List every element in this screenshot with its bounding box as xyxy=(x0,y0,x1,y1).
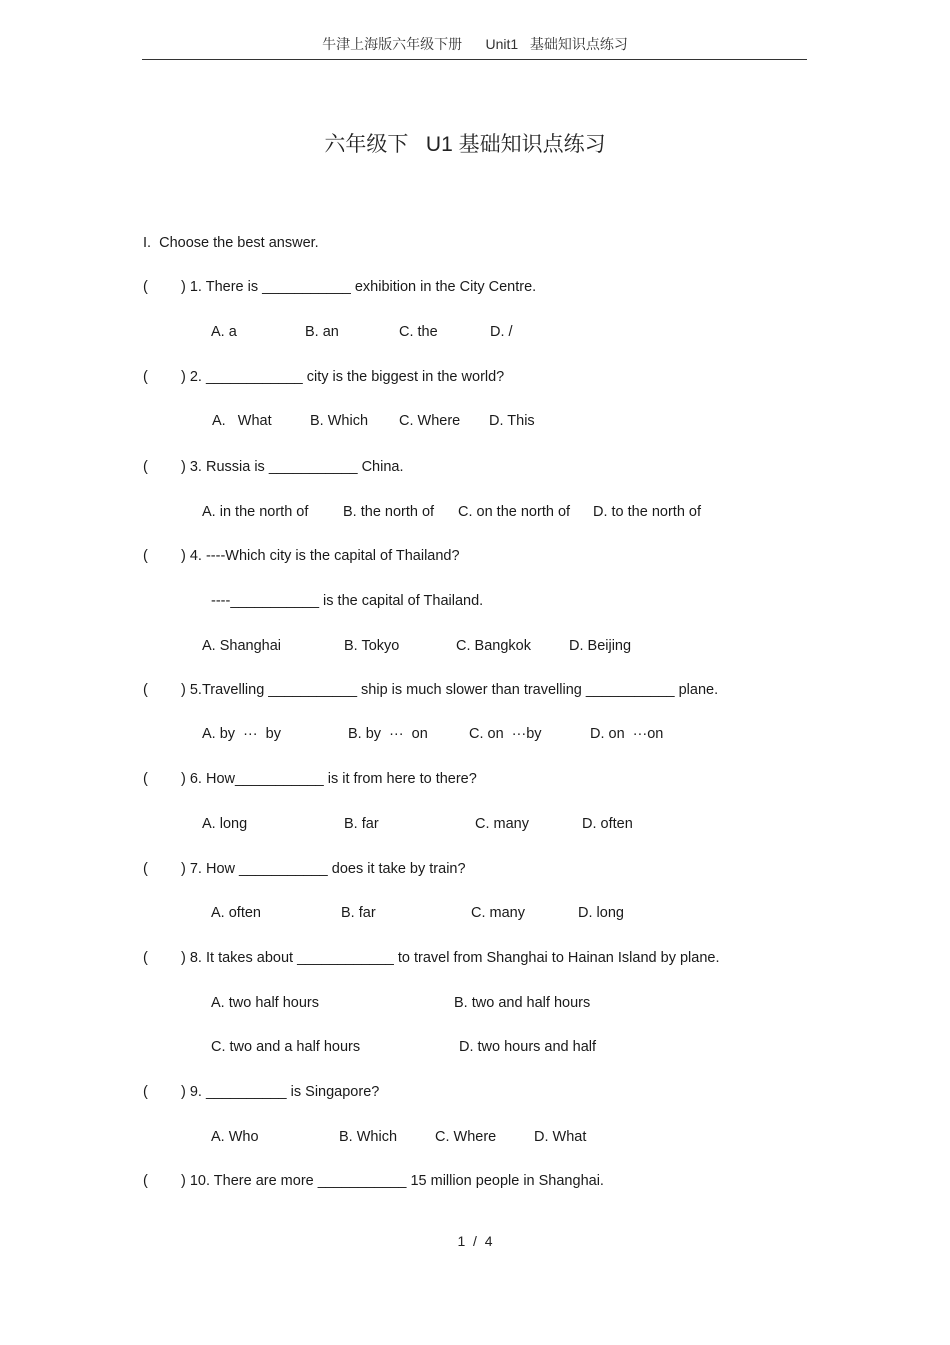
question-stem: ) 4. ----Which city is the capital of Thailand? xyxy=(181,548,460,564)
option: C. many xyxy=(475,816,529,832)
header-divider xyxy=(142,59,807,60)
option: D. What xyxy=(534,1129,587,1145)
answer-paren: ( xyxy=(143,682,148,698)
option: B. by ··· on xyxy=(348,726,428,742)
question-stem: ) 6. How___________ is it from here to there? xyxy=(181,771,477,787)
option: D. / xyxy=(490,324,513,340)
option: D. long xyxy=(578,905,624,921)
page-header: 牛津上海版六年级下册 Unit1 基础知识点练习 xyxy=(322,36,628,52)
question-stem: ) 1. There is ___________ exhibition in the City Centre. xyxy=(181,279,537,295)
option: C. Where xyxy=(435,1129,497,1145)
option: D. often xyxy=(582,816,633,832)
answer-paren: ( xyxy=(143,1173,148,1189)
option: B. an xyxy=(305,324,339,340)
question-stem: ) 5.Travelling ___________ ship is much slower than travelling ___________ plane. xyxy=(181,682,719,698)
option: A. Who xyxy=(211,1129,259,1145)
option: B. Which xyxy=(339,1129,398,1145)
page-number: 1 / 4 xyxy=(457,1233,493,1249)
question-stem: ) 9. __________ is Singapore? xyxy=(181,1084,380,1100)
section-heading: I. Choose the best answer. xyxy=(143,235,319,251)
answer-paren: ( xyxy=(143,548,148,564)
option: D. to the north of xyxy=(593,504,702,520)
answer-paren: ( xyxy=(143,861,148,877)
option: A. by ··· by xyxy=(202,726,281,742)
question-stem: ) 10. There are more ___________ 15 million people in Shanghai. xyxy=(181,1173,604,1189)
option: C. on ···by xyxy=(469,726,542,742)
question-stem: ) 2. ____________ city is the biggest in the world? xyxy=(181,369,505,385)
option: A. long xyxy=(202,816,248,832)
option: B. two and half hours xyxy=(454,995,591,1011)
option: D. two hours and half xyxy=(459,1039,597,1055)
option: C. Bangkok xyxy=(456,638,531,654)
option: C. Where xyxy=(399,413,461,429)
answer-paren: ( xyxy=(143,950,148,966)
option: A. in the north of xyxy=(202,504,309,520)
answer-paren: ( xyxy=(143,369,148,385)
question-stem: ) 3. Russia is ___________ China. xyxy=(181,459,404,475)
option: A. Shanghai xyxy=(202,638,282,654)
option: A. often xyxy=(211,905,261,921)
answer-paren: ( xyxy=(143,459,148,475)
option: B. Which xyxy=(310,413,369,429)
option: D. on ···on xyxy=(590,726,664,742)
option: A. a xyxy=(211,324,237,340)
option: B. far xyxy=(344,816,379,832)
option: C. the xyxy=(399,324,438,340)
answer-paren: ( xyxy=(143,771,148,787)
option: A. two half hours xyxy=(211,995,319,1011)
question-stem: ) 8. It takes about ____________ to travel from Shanghai to Hainan Island by plane. xyxy=(181,950,720,966)
option: C. on the north of xyxy=(458,504,571,520)
page-title: 六年级下 U1 基础知识点练习 xyxy=(324,133,606,156)
option: C. many xyxy=(471,905,525,921)
option: B. the north of xyxy=(343,504,435,520)
question-stem: ) 7. How ___________ does it take by train? xyxy=(181,861,466,877)
option: C. two and a half hours xyxy=(211,1039,361,1055)
option: D. Beijing xyxy=(569,638,632,654)
answer-paren: ( xyxy=(143,1084,148,1100)
option: D. This xyxy=(489,413,535,429)
option: B. Tokyo xyxy=(344,638,400,654)
option: B. far xyxy=(341,905,376,921)
answer-paren: ( xyxy=(143,279,148,295)
question-line2: ----___________ is the capital of Thailand. xyxy=(211,593,484,609)
option: A. What xyxy=(212,413,272,429)
